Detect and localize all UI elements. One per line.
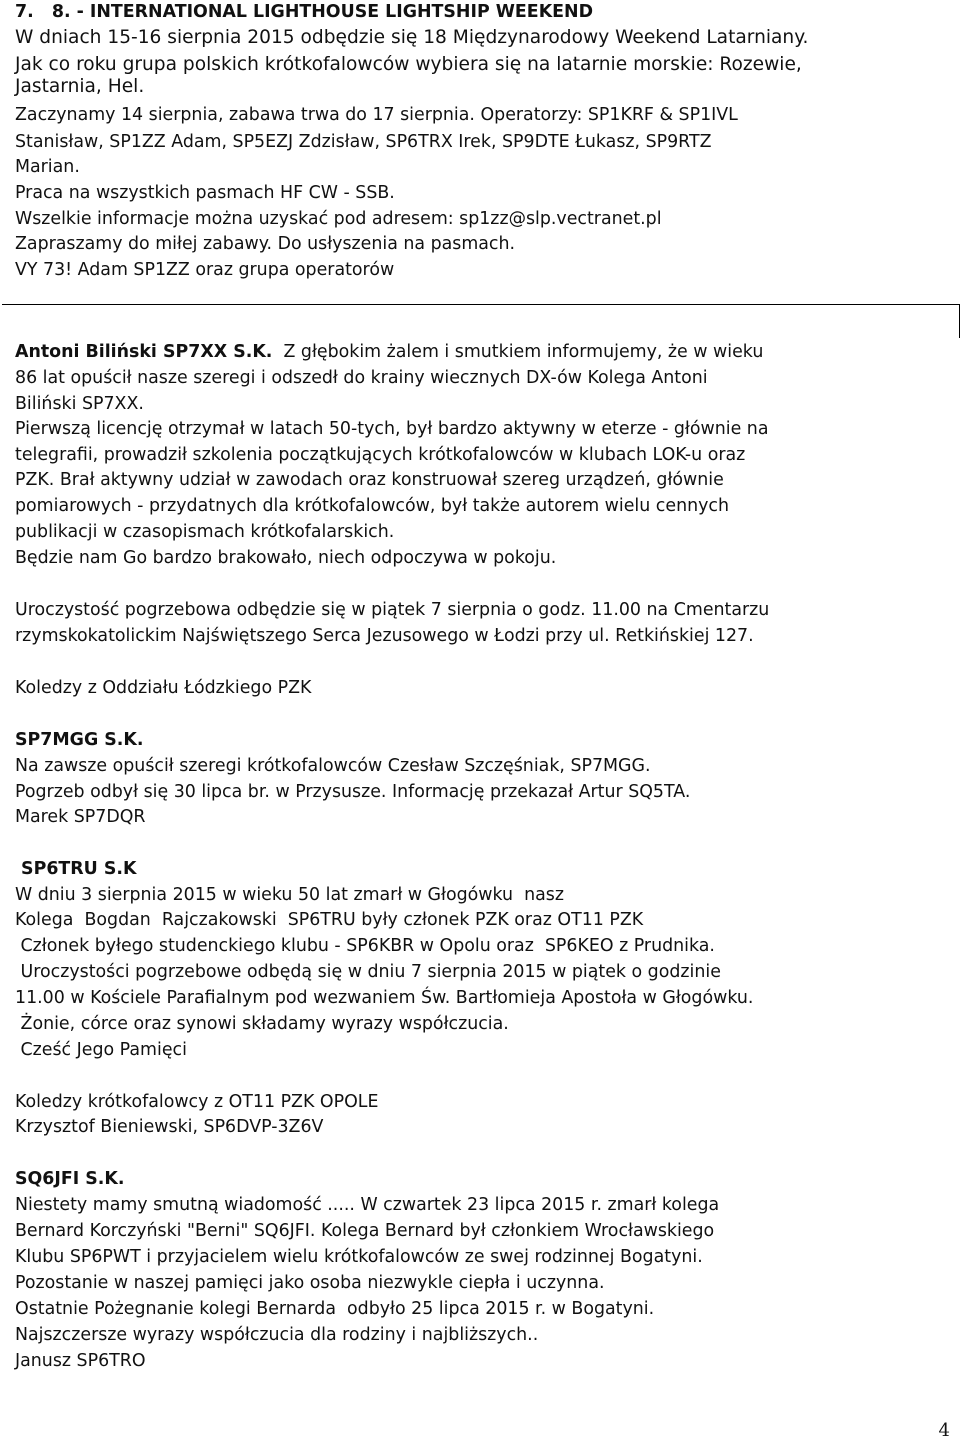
text-line: Będzie nam Go bardzo brakowało, niech odpoczywa w pokoju. [15,548,557,568]
text-line: Pierwszą licencję otrzymał w latach 50-tych, był bardzo aktywny w eterze - głównie na [15,419,769,439]
text-line: rzymskokatolickim Najświętszego Serca Jezusowego w Łodzi przy ul. Retkińskiej 127. [15,626,754,646]
text-line: Jak co roku grupa polskich krótkofalowców wybiera się na latarnie morskie: Rozewie, [15,54,802,75]
text-line: Uroczystość pogrzebowa odbędzie się w piątek 7 sierpnia o godz. 11.00 na Cmentarzu [15,600,770,620]
section-heading: 7. 8. - INTERNATIONAL LIGHTHOUSE LIGHTSHIP WEEKEND [15,2,594,22]
text-line: Najszczersze wyrazy współczucia dla rodziny i najbliższych.. [15,1325,539,1345]
text-line: Klubu SP6PWT i przyjacielem wielu krótkofalowców ze swej rodzinnej Bogatyni. [15,1247,703,1267]
signature: Koledzy krótkofalowcy z OT11 PZK OPOLE [15,1092,379,1112]
signature: Marek SP7DQR [15,807,146,827]
text-line: Członek byłego studenckiego klubu - SP6KBR w Opolu oraz SP6KEO z Prudnika. [15,936,715,956]
text-line: Praca na wszystkich pasmach HF CW - SSB. [15,183,395,203]
text-line: Cześć Jego Pamięci [15,1040,187,1060]
section-divider [2,304,960,338]
text-line: Stanisław, SP1ZZ Adam, SP5EZJ Zdzisław, SP6TRX Irek, SP9DTE Łukasz, SP9RTZ [15,132,712,152]
text-line: pomiarowych - przydatnych dla krótkofalowców, był także autorem wielu cennych [15,496,729,516]
text-line: Na zawsze opuścił szeregi krótkofalowców Czesław Szczęśniak, SP7MGG. [15,756,651,776]
text-line: Kolega Bogdan Rajczakowski SP6TRU były członek PZK oraz OT11 PZK [15,910,644,930]
obituary-name: Antoni Biliński SP7XX S.K. [15,342,273,362]
text-line: Zapraszamy do miłej zabawy. Do usłyszenia na pasmach. [15,234,516,254]
text-line: Uroczystości pogrzebowe odbędą się w dniu 7 sierpnia 2015 w piątek o godzinie [15,962,721,982]
signature: Koledzy z Oddziału Łódzkiego PZK [15,678,312,698]
text-line: Ostatnie Pożegnanie kolegi Bernarda odbyło 25 lipca 2015 r. w Bogatyni. [15,1299,655,1319]
obituary-heading: SQ6JFI S.K. [15,1169,125,1189]
obituary-heading: SP6TRU S.K [15,859,137,879]
text-line: W dniach 15-16 sierpnia 2015 odbędzie się 18 Międzynarodowy Weekend Latarniany. [15,27,809,48]
text-line: Niestety mamy smutną wiadomość ..... W czwartek 23 lipca 2015 r. zmarł kolega [15,1195,720,1215]
text-line: W dniu 3 sierpnia 2015 w wieku 50 lat zmarł w Głogówku nasz [15,885,564,905]
text-line: Wszelkie informacje można uzyskać pod adresem: sp1zz@slp.vectranet.pl [15,209,662,229]
signature: Krzysztof Bieniewski, SP6DVP-3Z6V [15,1117,324,1137]
text-line: Pozostanie w naszej pamięci jako osoba niezwykle ciepła i uczynna. [15,1273,605,1293]
text-line: telegrafii, prowadził szkolenia początkujących krótkofalowców w klubach LOK-u oraz [15,445,746,465]
text-line: Marian. [15,157,80,177]
obituary-first-line [15,339,763,365]
signature: Janusz SP6TRO [15,1351,146,1371]
text-line: publikacji w czasopismach krótkofalarskich. [15,522,395,542]
text-line: Pogrzeb odbył się 30 lipca br. w Przysusze. Informację przekazał Artur SQ5TA. [15,782,691,802]
text-line: Biliński SP7XX. [15,394,144,414]
text-line: Zaczynamy 14 sierpnia, zabawa trwa do 17 sierpnia. Operatorzy: SP1KRF & SP1IVL [15,105,738,125]
text-line: Żonie, córce oraz synowi składamy wyrazy współczucia. [15,1014,509,1034]
text-line: Bernard Korczyński "Berni" SQ6JFI. Kolega Bernard był członkiem Wrocławskiego [15,1221,715,1241]
text-line: PZK. Brał aktywny udział w zawodach oraz konstruował szereg urządzeń, głównie [15,470,724,490]
obituary-heading: SP7MGG S.K. [15,730,144,750]
page-number: 4 [938,1420,950,1441]
text-line: VY 73! Adam SP1ZZ oraz grupa operatorów [15,260,395,280]
text-line: 11.00 w Kościele Parafialnym pod wezwaniem Św. Bartłomieja Apostoła w Głogówku. [15,988,754,1008]
text-line: 86 lat opuścił nasze szeregi i odszedł do krainy wiecznych DX-ów Kolega Antoni [15,368,708,388]
text-line: Jastarnia, Hel. [15,76,145,97]
obituary-text: Z głębokim żalem i smutkiem informujemy, że w wieku [272,342,764,362]
